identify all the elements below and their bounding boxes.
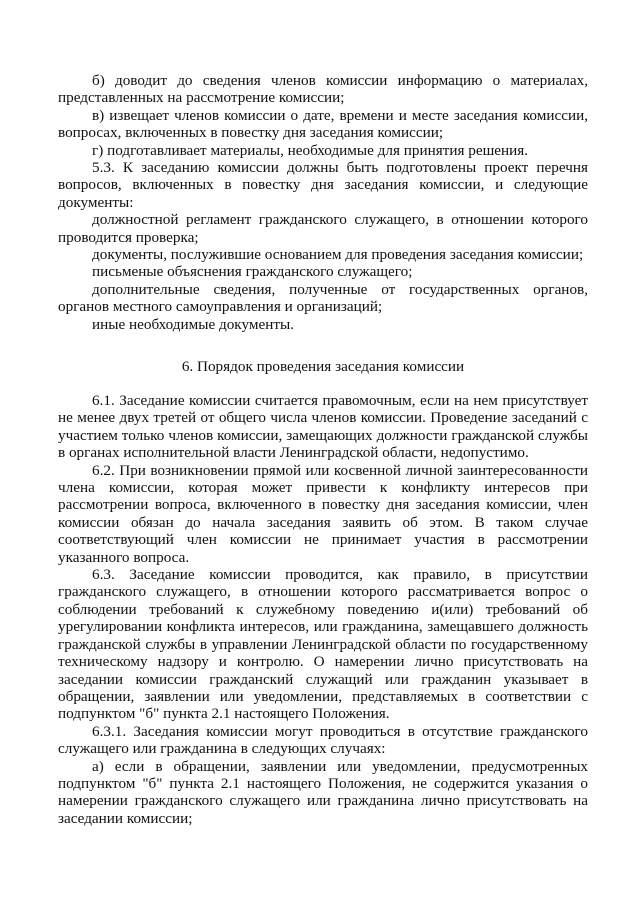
document-job-regulation: должностной регламент гражданского служащего, в отношении которого проводится проверка; xyxy=(58,211,588,246)
clause-6-3-1-a-paragraph: а) если в обращении, заявлении или уведомлении, предусмотренных подпунктом "б" пункта 2.1 настоящего Положения, не содержится указания о намерении гражданского служащего или гражданина лично присутствовать на заседании комиссии; xyxy=(58,757,588,827)
clause-6-2-paragraph: 6.2. При возникновении прямой или косвенной личной заинтересованности члена комиссии, которая может привести к конфликту интересов при рассмотрении вопроса, включенного в повестку дня заседания комиссии, член комиссии обязан до начала заседания заявить об этом. В таком случае соответствующий член комиссии не принимает участия в рассмотрении указанного вопроса. xyxy=(58,461,588,566)
document-written-explanations: письменые объяснения гражданского служащего; xyxy=(92,263,413,281)
item-g-paragraph: г) подготавливает материалы, необходимые для принятия решения. xyxy=(92,141,529,159)
item-v-paragraph: в) извещает членов комиссии о дате, времени и месте заседания комиссии, вопросах, включенных в повестку дня заседания комиссии; xyxy=(58,106,588,142)
document-grounds: документы, послужившие основанием для проведения заседания комиссии; xyxy=(92,246,584,264)
section-6-heading: 6. Порядок проведения заседания комиссии xyxy=(181,358,465,375)
section-6-heading-block xyxy=(58,358,588,375)
document-other: иные необходимые документы. xyxy=(92,315,294,333)
item-b-paragraph: б) доводит до сведения членов комиссии информацию о материалах, представленных на рассмотрение комиссии; xyxy=(58,72,588,107)
clause-6-3-1-paragraph: 6.3.1. Заседания комиссии могут проводиться в отсутствие гражданского служащего или гражданина в следующих случаях: xyxy=(58,722,588,758)
clause-6-1-paragraph: 6.1. Заседание комиссии считается правомочным, если на нем присутствует не менее двух третей от общего числа членов комиссии. Проведение заседаний с участием только членов комиссии, замещающих должности гражданской службы в органах исполнительной власти Ленинградской области, недопустимо. xyxy=(58,392,588,462)
section-5-continuation xyxy=(58,72,588,333)
clause-5-3-paragraph: 5.3. К заседанию комиссии должны быть подготовлены проект перечня вопросов, включенных в повестку дня заседания комиссии, и следующие документы: xyxy=(58,159,588,211)
section-6-body xyxy=(58,392,588,827)
document-additional-info: дополнительные сведения, полученные от государственных органов, органов местного самоуправления и организаций; xyxy=(58,280,588,316)
clause-6-3-paragraph: 6.3. Заседание комиссии проводится, как правило, в присутствии гражданского служащего, в отношении которого рассматривается вопрос о соблюдении требований к служебному поведению и(или) требований об урегулировании конфликта интересов, или гражданина, замещавшего должность гражданской службы в управлении Ленинградской области по государственному техническому надзору и контролю. О намерении лично присутствовать на заседании комиссии гражданский служащий или гражданин указывает в обращении, заявлении или уведомлении, представляемых в соответствии с подпунктом "б" пункта 2.1 настоящего Положения. xyxy=(58,566,588,723)
